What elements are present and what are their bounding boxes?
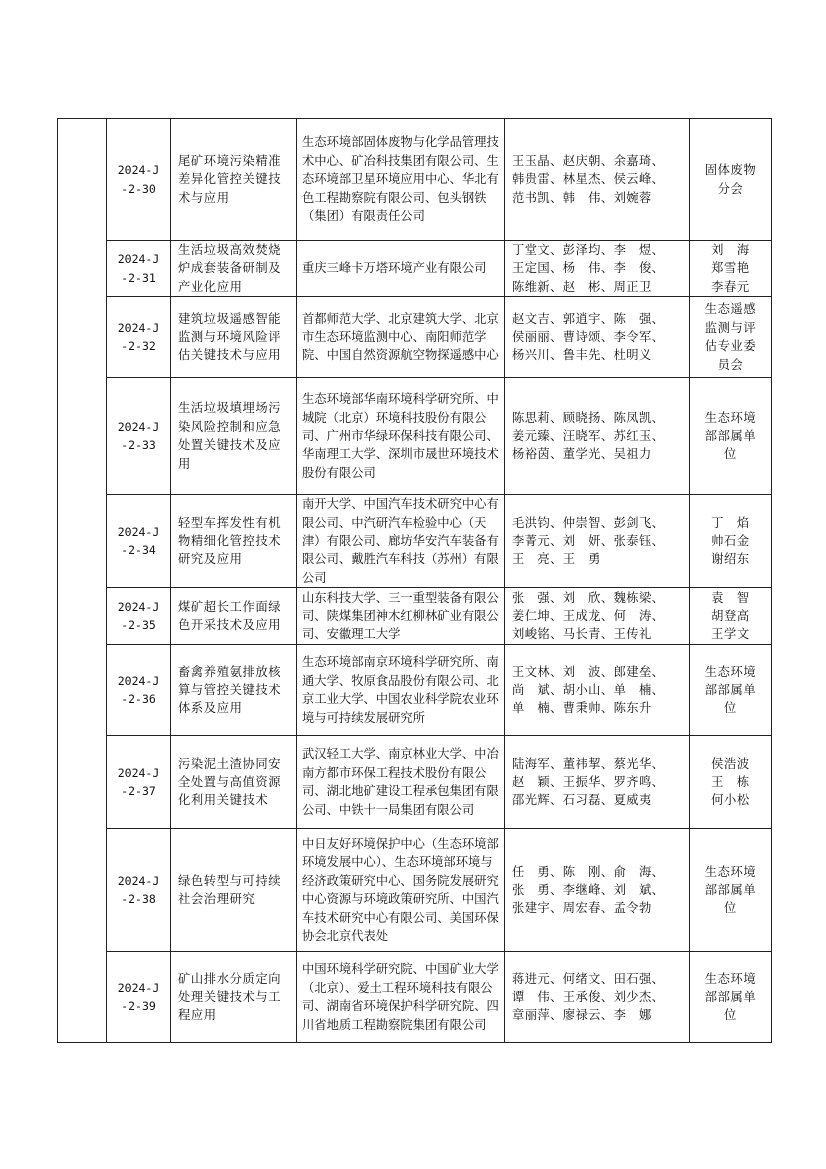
project-name-cell <box>171 645 297 736</box>
project-name-text: 尾矿环境污染精准差异化管控关键技术与应用 <box>178 153 282 205</box>
completing-units-cell <box>297 829 505 952</box>
completing-units-text: 生态环境部固体废物与化学品管理技术中心、矿冶科技集团有限公司、生态环境部卫星环境应用中心、华北有色工程勘察院有限公司、包头钢铁（集团）有限责任公司 <box>302 135 499 224</box>
project-code-text: 2024-J -2-39 <box>117 980 160 1014</box>
project-name-cell <box>171 829 297 952</box>
nominator-cell <box>690 952 772 1043</box>
nominator-cell <box>690 297 772 378</box>
project-code-cell <box>107 495 171 588</box>
project-name-text: 煤矿超长工作面绿色开采技术及应用 <box>178 599 282 633</box>
project-name-cell <box>171 588 297 645</box>
table-row <box>58 241 772 297</box>
completing-people-text: 毛洪钧、仲崇智、彭剑飞、 李菁元、刘 妍、张泰钰、 王 亮、王 勇 <box>512 515 665 567</box>
project-code-cell <box>107 645 171 736</box>
project-name-text: 轻型车挥发性有机物精细化管控技术研究及应用 <box>178 515 282 567</box>
nominator-text: 刘 海 郑雪艳 李春元 <box>711 243 750 294</box>
nominator-cell <box>690 119 772 241</box>
nominator-text: 生态环境 部部属单 位 <box>704 664 757 716</box>
nominator-text: 生态遥感 监测与评 估专业委 员会 <box>704 302 757 372</box>
project-name-cell <box>171 495 297 588</box>
project-code-cell <box>107 297 171 378</box>
project-code-cell <box>107 119 171 241</box>
project-name-cell <box>171 736 297 829</box>
project-code-text: 2024-J -2-32 <box>117 320 160 354</box>
completing-units-cell <box>297 588 505 645</box>
completing-people-cell <box>505 378 690 495</box>
nominator-cell <box>690 736 772 829</box>
nominator-text: 袁 智 胡登高 王学文 <box>711 590 750 642</box>
project-name-text: 污染泥土渣协同安全处置与高值资源化利用关键技术 <box>178 756 282 808</box>
project-code-cell <box>107 378 171 495</box>
completing-units-cell <box>297 297 505 378</box>
completing-units-cell <box>297 378 505 495</box>
nominator-cell <box>690 495 772 588</box>
project-name-cell <box>171 241 297 297</box>
completing-units-text: 中国环境科学研究院、中国矿业大学（北京）、爱土工程环境科技有限公司、湖南省环境保护科学研究院、四川省地质工程勘察院集团有限公司 <box>302 962 499 1032</box>
project-name-text: 建筑垃圾遥感智能监测与环境风险评估关键技术与应用 <box>178 311 282 363</box>
completing-people-text: 王文林、刘 波、郎建垒、 尚 斌、胡小山、单 楠、 单 楠、曹秉帅、陈东升 <box>512 664 665 716</box>
project-code-text: 2024-J -2-37 <box>117 765 160 799</box>
completing-units-text: 山东科技大学、三一重型装备有限公司、陕煤集团神木红柳林矿业有限公司、安徽理工大学 <box>302 590 499 642</box>
completing-people-cell <box>505 119 690 241</box>
project-name-text: 生活垃圾填埋场污染风险控制和应急处置关键技术及应用 <box>178 401 282 471</box>
award-table-body <box>58 119 772 1043</box>
completing-units-cell <box>297 736 505 829</box>
completing-units-text: 武汉轻工大学、南京林业大学、中冶南方都市环保工程技术股份有限公司、湖北地矿建设工程承包集团有限公司、中铁十一局集团有限公司 <box>302 747 499 817</box>
project-code-text: 2024-J -2-34 <box>117 524 160 558</box>
project-code-cell <box>107 952 171 1043</box>
completing-people-cell <box>505 495 690 588</box>
project-name-cell <box>171 952 297 1043</box>
project-name-text: 生活垃圾高效焚烧炉成套装备研制及产业化应用 <box>178 243 282 294</box>
completing-people-cell <box>505 645 690 736</box>
completing-units-text: 南开大学、中国汽车技术研究中心有限公司、中汽研汽车检验中心（天津）有限公司、廊坊华安汽车装备有限公司、戴胜汽车科技（苏州）有限公司 <box>302 497 499 585</box>
project-code-text: 2024-J -2-36 <box>117 673 160 707</box>
table-row <box>58 119 772 241</box>
completing-people-text: 赵文吉、郭逍宇、陈 强、 侯丽丽、曹诗颂、李令军、 杨兴川、鲁丰先、杜明义 <box>512 311 665 363</box>
completing-people-cell <box>505 241 690 297</box>
completing-units-cell <box>297 119 505 241</box>
completing-people-cell <box>505 297 690 378</box>
project-name-cell <box>171 119 297 241</box>
nominator-text: 生态环境 部部属单 位 <box>704 410 757 462</box>
completing-people-cell <box>505 736 690 829</box>
completing-people-text: 张 强、刘 欣、魏栋梁、 姜仁坤、王成龙、何 涛、 刘峻铭、马长青、王传礼 <box>512 590 665 642</box>
table-row <box>58 736 772 829</box>
table-row <box>58 378 772 495</box>
award-table <box>57 118 772 1043</box>
table-row <box>58 588 772 645</box>
nominator-cell <box>690 241 772 297</box>
completing-units-text: 生态环境部南京环境科学研究所、南通大学、牧原食品股份有限公司、北京工业大学、中国农业科学院农业环境与可持续发展研究所 <box>302 655 499 725</box>
nominator-text: 固体废物 分会 <box>704 163 757 196</box>
nominator-cell <box>690 829 772 952</box>
nominator-text: 侯浩波 王 栋 何小松 <box>711 756 750 808</box>
project-name-text: 矿山排水分质定向处理关键技术与工程应用 <box>178 971 282 1023</box>
completing-units-cell <box>297 241 505 297</box>
table-row <box>58 297 772 378</box>
project-name-text: 绿色转型与可持续社会治理研究 <box>178 873 282 907</box>
completing-units-cell <box>297 645 505 736</box>
completing-people-text: 任 勇、陈 刚、俞 海、 张 勇、李继峰、刘 斌、 张建宇、周宏春、孟令勃 <box>512 864 665 916</box>
nominator-cell <box>690 378 772 495</box>
project-code-text: 2024-J -2-30 <box>117 163 160 196</box>
table-row <box>58 495 772 588</box>
category-cell <box>58 119 107 1043</box>
completing-people-text: 陈思莉、顾晓扬、陈凤凯、 姜元臻、汪晓军、苏红玉、 杨裕茵、董学光、吴祖力 <box>512 410 665 462</box>
table-row <box>58 645 772 736</box>
project-code-text: 2024-J -2-38 <box>117 873 160 907</box>
table-row <box>58 952 772 1043</box>
project-code-cell <box>107 829 171 952</box>
project-code-cell <box>107 736 171 829</box>
project-code-cell <box>107 241 171 297</box>
completing-units-text: 中日友好环境保护中心（生态环境部环境发展中心）、生态环境部环境与经济政策研究中心、国务院发展研究中心资源与环境政策研究所、中国汽车技术研究中心有限公司、美国环保协会北京代表处 <box>302 837 499 944</box>
completing-people-text: 丁堂文、彭泽均、李 煜、 王定国、杨 伟、李 俊、 陈维新、赵 彬、周正卫 <box>512 243 665 294</box>
nominator-text: 丁 焰 帅石金 谢绍东 <box>711 515 750 567</box>
completing-people-text: 蒋进元、何绪文、田石强、 谭 伟、王承俊、刘少杰、 章丽萍、廖禄云、李 娜 <box>512 971 665 1023</box>
project-code-text: 2024-J -2-31 <box>117 252 160 285</box>
project-code-cell <box>107 588 171 645</box>
project-code-text: 2024-J -2-35 <box>117 599 160 633</box>
completing-people-text: 陆海军、董祎挈、蔡光华、 赵 颖、王振华、罗齐鸣、 邵光辉、石习磊、夏威夷 <box>512 756 665 808</box>
completing-people-cell <box>505 588 690 645</box>
completing-people-text: 王玉晶、赵庆朝、余嘉琦、 韩贵雷、林星杰、侯云峰、 范书凯、韩 伟、刘婉蓉 <box>512 153 665 205</box>
completing-units-text: 重庆三峰卡万塔环境产业有限公司 <box>302 261 487 276</box>
nominator-cell <box>690 588 772 645</box>
project-name-text: 畜禽养殖氨排放核算与管控关键技术体系及应用 <box>178 664 282 716</box>
completing-people-cell <box>505 952 690 1043</box>
nominator-text: 生态环境 部部属单 位 <box>704 864 757 916</box>
completing-units-cell <box>297 952 505 1043</box>
project-name-cell <box>171 378 297 495</box>
completing-units-cell <box>297 495 505 588</box>
completing-units-text: 首都师范大学、北京建筑大学、北京市生态环境监测中心、南阳师范学院、中国自然资源航空物探遥感中心 <box>302 311 499 363</box>
completing-units-text: 生态环境部华南环境科学研究所、中城院（北京）环境科技股份有限公司、广州市华绿环保科技有限公司、华南理工大学、深圳市晟世环境技术股份有限公司 <box>302 392 499 480</box>
nominator-cell <box>690 645 772 736</box>
project-code-text: 2024-J -2-33 <box>117 419 160 453</box>
nominator-text: 生态环境 部部属单 位 <box>704 971 757 1023</box>
completing-people-cell <box>505 829 690 952</box>
table-row <box>58 829 772 952</box>
project-name-cell <box>171 297 297 378</box>
